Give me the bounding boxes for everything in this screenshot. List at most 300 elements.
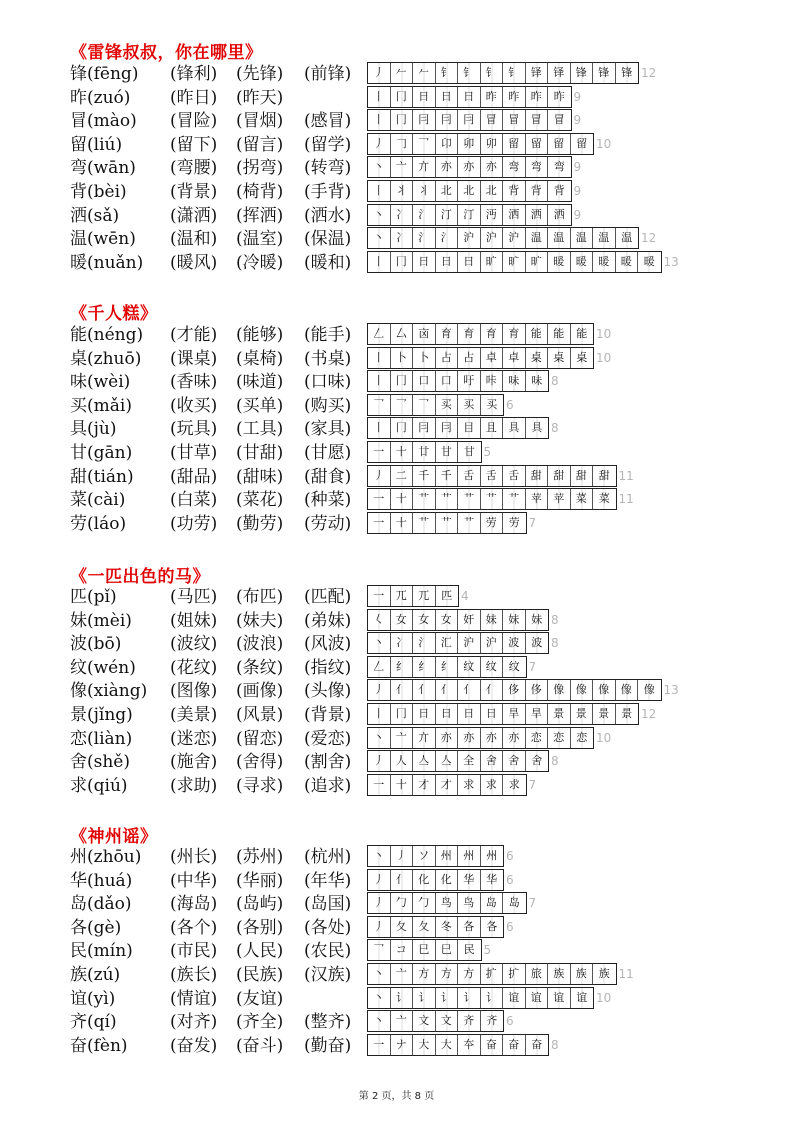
stroke-cell: 亻 <box>481 680 504 700</box>
stroke-cell: 舌 <box>458 466 481 486</box>
word-1: (功劳) <box>170 513 218 534</box>
stroke-cell: 舌 <box>503 466 526 486</box>
stroke-count: 9 <box>573 207 582 222</box>
stroke-cell: 能 <box>548 324 571 344</box>
character-row <box>70 774 770 798</box>
word-1: (奋发) <box>170 1035 218 1056</box>
stroke-cell: 匹 <box>436 586 459 606</box>
stroke-cell: 妹 <box>503 610 526 630</box>
stroke-cell: 暖 <box>638 252 661 272</box>
stroke-cell: 甜 <box>548 466 571 486</box>
stroke-order-grid <box>367 417 549 439</box>
character-pinyin: 求(qiú) <box>70 775 128 796</box>
stroke-cell: 钅 <box>436 63 459 83</box>
stroke-cell: 且 <box>481 418 504 438</box>
stroke-cell: 暖 <box>593 252 616 272</box>
stroke-count: 10 <box>596 327 612 341</box>
stroke-cell: 鸟 <box>458 893 481 913</box>
character-pinyin: 纹(wén) <box>70 657 136 678</box>
stroke-order-grid <box>367 370 549 392</box>
stroke-cell: 恋 <box>571 728 594 748</box>
character-pinyin: 温(wēn) <box>70 229 136 250</box>
character-row <box>70 1034 770 1058</box>
stroke-cell: 乛 <box>413 395 436 415</box>
word-1: (马匹) <box>170 587 218 607</box>
word-1: (冒险) <box>170 111 218 132</box>
character-pinyin: 族(zú) <box>70 965 121 985</box>
stroke-cell: 巳 <box>436 940 459 960</box>
character-pinyin: 州(zhōu) <box>70 847 142 867</box>
word-2: (椅背) <box>236 182 284 202</box>
stroke-cell: 亠 <box>391 157 414 177</box>
stroke-cell: 能 <box>526 324 549 344</box>
character-row <box>70 133 770 157</box>
word-1: (留下) <box>170 134 218 155</box>
word-1: (州长) <box>170 847 218 867</box>
stroke-cell: 艹 <box>436 513 459 533</box>
character-row <box>70 727 770 751</box>
stroke-cell: 劳 <box>481 513 504 533</box>
character-pinyin: 谊(yì) <box>70 988 116 1009</box>
word-2: (温室) <box>236 229 284 250</box>
stroke-cell: 占 <box>458 348 481 368</box>
word-1: (美景) <box>170 705 218 725</box>
word-3: (岛国) <box>304 894 352 915</box>
stroke-order-grid <box>367 963 617 985</box>
character-row <box>70 204 770 228</box>
stroke-cell: 桌 <box>526 348 549 368</box>
character-pinyin: 甘(gān) <box>70 443 133 463</box>
stroke-order-grid <box>367 227 639 249</box>
stroke-cell: 味 <box>503 371 526 391</box>
word-2: (奋斗) <box>236 1035 284 1056</box>
word-3: (匹配) <box>304 587 352 607</box>
stroke-cell: 具 <box>503 418 526 438</box>
character-row <box>70 417 770 441</box>
character-row <box>70 656 770 680</box>
stroke-count: 7 <box>528 659 537 674</box>
stroke-cell: 冃 <box>436 418 459 438</box>
stroke-cell: 艹 <box>503 489 526 509</box>
character-row <box>70 1010 770 1034</box>
stroke-cell: 洒 <box>503 205 526 225</box>
word-3: (前锋) <box>304 64 352 84</box>
stroke-cell: 夲 <box>458 1035 481 1055</box>
stroke-cell: 𠃌 <box>391 134 414 154</box>
stroke-cell: 昨 <box>503 87 526 107</box>
word-2: (画像) <box>236 681 284 702</box>
word-3: (勤奋) <box>304 1035 352 1056</box>
stroke-count: 11 <box>618 967 634 981</box>
stroke-cell: 具 <box>526 418 549 438</box>
word-2: (能够) <box>236 325 284 345</box>
stroke-cell: 一 <box>368 775 391 795</box>
character-row <box>70 251 770 275</box>
word-1: (甜品) <box>170 466 218 487</box>
word-3: (感冒) <box>304 111 352 132</box>
stroke-cell: 丶 <box>368 964 391 984</box>
word-1: (潇洒) <box>170 205 218 226</box>
stroke-cell: 冒 <box>481 110 504 130</box>
stroke-cell: 化 <box>436 870 459 890</box>
word-1: (甘草) <box>170 443 218 463</box>
word-1: (香味) <box>170 372 218 393</box>
stroke-cell: 温 <box>526 228 549 248</box>
stroke-count: 7 <box>528 777 537 792</box>
stroke-cell: 昨 <box>548 87 571 107</box>
word-1: (对齐) <box>170 1012 218 1033</box>
stroke-cell: 勹 <box>413 893 436 913</box>
word-2: (风景) <box>236 705 284 725</box>
stroke-cell: 族 <box>548 964 571 984</box>
stroke-cell: 𠂉 <box>391 63 414 83</box>
stroke-cell: 亻 <box>436 680 459 700</box>
word-1: (各个) <box>170 917 218 938</box>
stroke-cell: 方 <box>436 964 459 984</box>
stroke-cell: 纹 <box>503 657 526 677</box>
stroke-cell: 苹 <box>548 489 571 509</box>
stroke-cell: 州 <box>436 846 459 866</box>
stroke-cell: 冂 <box>391 110 414 130</box>
stroke-order-grid <box>367 632 549 654</box>
stroke-order-grid <box>367 845 504 867</box>
character-pinyin: 各(gè) <box>70 917 122 938</box>
character-pinyin: 味(wèi) <box>70 372 131 393</box>
character-pinyin: 买(mǎi) <box>70 395 132 416</box>
stroke-cell: 菜 <box>571 489 594 509</box>
stroke-cell: 甜 <box>571 466 594 486</box>
stroke-cell: 留 <box>503 134 526 154</box>
stroke-cell: 背 <box>548 181 571 201</box>
stroke-cell: 钅 <box>503 63 526 83</box>
stroke-cell: 舍 <box>503 751 526 771</box>
character-pinyin: 民(mín) <box>70 941 133 962</box>
section-title: 《一匹出色的马》 <box>70 567 210 587</box>
word-2: (味道) <box>236 372 284 393</box>
stroke-cell: 丿 <box>368 680 391 700</box>
stroke-count: 12 <box>641 231 657 246</box>
word-2: (舍得) <box>236 752 284 773</box>
stroke-cell: 千 <box>436 466 459 486</box>
word-2: (条纹) <box>236 657 284 678</box>
stroke-cell: 景 <box>571 704 594 724</box>
character-row <box>70 703 770 727</box>
stroke-order-grid <box>367 987 594 1009</box>
stroke-cell: 扩 <box>481 964 504 984</box>
character-row <box>70 394 770 418</box>
stroke-cell: 能 <box>571 324 594 344</box>
stroke-cell: 劳 <box>503 513 526 533</box>
stroke-count: 7 <box>528 515 537 530</box>
stroke-cell: 巳 <box>413 940 436 960</box>
stroke-count: 6 <box>506 397 514 412</box>
word-1: (背景) <box>170 182 218 202</box>
stroke-cell: 昨 <box>526 87 549 107</box>
character-row <box>70 609 770 633</box>
stroke-cell: 艹 <box>481 489 504 509</box>
stroke-cell: 像 <box>548 680 571 700</box>
word-1: (中华) <box>170 870 218 891</box>
stroke-order-grid <box>367 512 527 534</box>
word-3: (割舍) <box>304 752 352 773</box>
stroke-cell: 乛 <box>413 134 436 154</box>
stroke-cell: 丿 <box>368 751 391 771</box>
stroke-cell: 亣 <box>413 728 436 748</box>
character-pinyin: 劳(láo) <box>70 513 127 534</box>
stroke-cell: 温 <box>548 228 571 248</box>
stroke-order-grid <box>367 156 572 178</box>
stroke-cell: 占 <box>436 348 459 368</box>
stroke-cell: 留 <box>571 134 594 154</box>
stroke-order-grid <box>367 892 527 914</box>
stroke-cell: 岛 <box>503 893 526 913</box>
stroke-cell: 舍 <box>481 751 504 771</box>
stroke-cell: 丨 <box>368 87 391 107</box>
stroke-cell: 侈 <box>526 680 549 700</box>
stroke-count: 9 <box>573 160 582 175</box>
stroke-cell: 亦 <box>436 728 459 748</box>
stroke-cell: 像 <box>638 680 661 700</box>
stroke-cell: 日 <box>481 704 504 724</box>
word-3: (追求) <box>304 775 352 796</box>
word-3: (风波) <box>304 634 352 655</box>
stroke-order-grid <box>367 703 639 725</box>
stroke-cell: 一 <box>368 489 391 509</box>
stroke-cell: 日 <box>458 704 481 724</box>
stroke-cell: 亠 <box>391 1011 414 1031</box>
stroke-cell: 日 <box>436 704 459 724</box>
stroke-cell: 亼 <box>413 751 436 771</box>
stroke-order-grid <box>367 441 482 463</box>
stroke-cell: 化 <box>413 870 436 890</box>
stroke-cell: 丶 <box>368 157 391 177</box>
word-1: (花纹) <box>170 657 218 678</box>
stroke-cell: 一 <box>368 1035 391 1055</box>
word-3: (种菜) <box>304 490 352 511</box>
stroke-order-grid <box>367 465 617 487</box>
character-pinyin: 背(bèi) <box>70 182 127 202</box>
stroke-cell: 卯 <box>481 134 504 154</box>
character-pinyin: 华(huá) <box>70 870 133 891</box>
stroke-cell: 冂 <box>391 371 414 391</box>
stroke-cell: 十 <box>391 442 414 462</box>
stroke-cell: 丿 <box>368 134 391 154</box>
stroke-count: 8 <box>551 421 559 436</box>
stroke-cell: 亦 <box>436 157 459 177</box>
word-2: (岛屿) <box>236 894 284 915</box>
stroke-cell: 北 <box>436 181 459 201</box>
character-pinyin: 昨(zuó) <box>70 87 131 108</box>
stroke-cell: 丿 <box>391 846 414 866</box>
stroke-cell: 洒 <box>548 205 571 225</box>
stroke-cell: 景 <box>548 704 571 724</box>
stroke-cell: 丨 <box>368 348 391 368</box>
stroke-cell: 桌 <box>571 348 594 368</box>
word-1: (才能) <box>170 325 218 345</box>
character-pinyin: 甜(tián) <box>70 466 134 487</box>
word-3: (背景) <box>304 705 352 725</box>
stroke-cell: 汀 <box>458 205 481 225</box>
character-row <box>70 488 770 512</box>
word-1: (波纹) <box>170 634 218 655</box>
stroke-cell: 丶 <box>368 205 391 225</box>
stroke-cell: 丿 <box>368 870 391 890</box>
word-3: (弟妹) <box>304 610 352 631</box>
character-row <box>70 750 770 774</box>
stroke-cell: 族 <box>593 964 616 984</box>
word-1: (收买) <box>170 395 218 416</box>
stroke-cell: 𠂉 <box>413 63 436 83</box>
word-3: (各处) <box>304 917 352 938</box>
character-row <box>70 109 770 133</box>
stroke-cell: 文 <box>413 1011 436 1031</box>
word-2: (友谊) <box>236 988 284 1009</box>
stroke-cell: 谊 <box>526 988 549 1008</box>
character-row <box>70 512 770 536</box>
stroke-cell: 奋 <box>481 1035 504 1055</box>
stroke-order-grid <box>367 204 572 226</box>
stroke-cell: 北 <box>481 181 504 201</box>
stroke-cell: 日 <box>458 252 481 272</box>
stroke-count: 5 <box>483 943 492 958</box>
stroke-cell: 齐 <box>481 1011 504 1031</box>
stroke-cell: 夂 <box>413 917 436 937</box>
stroke-cell: 冒 <box>548 110 571 130</box>
stroke-cell: 民 <box>458 940 481 960</box>
stroke-cell: 钅 <box>481 63 504 83</box>
stroke-cell: 背 <box>503 181 526 201</box>
character-pinyin: 奋(fèn) <box>70 1035 128 1056</box>
word-2: (甜味) <box>236 466 284 487</box>
stroke-cell: 方 <box>458 964 481 984</box>
word-2: (冒烟) <box>236 111 284 132</box>
stroke-cell: 勹 <box>391 893 414 913</box>
stroke-cell: 二 <box>391 466 414 486</box>
stroke-cell: 冫 <box>391 205 414 225</box>
stroke-count: 10 <box>596 990 612 1005</box>
stroke-cell: 暖 <box>548 252 571 272</box>
stroke-cell: 妹 <box>481 610 504 630</box>
stroke-cell: 亻 <box>391 680 414 700</box>
character-pinyin: 锋(fēng) <box>70 64 139 84</box>
character-pinyin: 能(néng) <box>70 325 144 345</box>
character-row <box>70 987 770 1011</box>
stroke-order-grid <box>367 916 504 938</box>
character-pinyin: 冒(mào) <box>70 111 137 132</box>
stroke-cell: 丶 <box>368 1011 391 1031</box>
stroke-order-grid <box>367 939 482 961</box>
stroke-order-grid <box>367 869 504 891</box>
stroke-order-grid <box>367 109 572 131</box>
stroke-cell: 像 <box>571 680 594 700</box>
stroke-cell: 亦 <box>481 157 504 177</box>
stroke-count: 5 <box>483 445 492 459</box>
word-2: (工具) <box>236 419 284 440</box>
stroke-cell: 乛 <box>368 395 391 415</box>
stroke-cell: 齐 <box>458 1011 481 1031</box>
stroke-cell: 冃 <box>458 110 481 130</box>
stroke-count: 13 <box>663 683 679 698</box>
character-pinyin: 匹(pǐ) <box>70 587 117 607</box>
stroke-cell: 锋 <box>616 63 639 83</box>
stroke-cell: 苹 <box>526 489 549 509</box>
stroke-cell: 冃 <box>436 110 459 130</box>
stroke-cell: 卜 <box>391 348 414 368</box>
word-3: (年华) <box>304 870 352 891</box>
word-1: (弯腰) <box>170 158 218 179</box>
stroke-cell: 育 <box>503 324 526 344</box>
stroke-cell: 厶 <box>391 324 414 344</box>
word-2: (挥洒) <box>236 205 284 226</box>
character-pinyin: 齐(qí) <box>70 1012 117 1033</box>
stroke-cell: 丿 <box>368 63 391 83</box>
stroke-cell: 𠃋 <box>368 657 391 677</box>
stroke-cell: 菜 <box>593 489 616 509</box>
stroke-cell: 廿 <box>413 442 436 462</box>
stroke-cell: 才 <box>436 775 459 795</box>
word-1: (姐妹) <box>170 610 218 631</box>
stroke-cell: 纟 <box>436 657 459 677</box>
word-2: (拐弯) <box>236 158 284 179</box>
stroke-cell: 沪 <box>481 633 504 653</box>
stroke-cell: 甜 <box>593 466 616 486</box>
stroke-cell: ソ <box>413 846 436 866</box>
stroke-cell: 各 <box>458 917 481 937</box>
character-row <box>70 939 770 963</box>
stroke-count: 10 <box>596 350 612 365</box>
stroke-cell: 口 <box>413 371 436 391</box>
word-1: (温和) <box>170 229 218 250</box>
stroke-order-grid <box>367 180 572 202</box>
character-row <box>70 892 770 916</box>
stroke-cell: 十 <box>391 775 414 795</box>
word-2: (寻求) <box>236 775 284 796</box>
stroke-count: 11 <box>618 492 634 507</box>
character-row <box>70 180 770 204</box>
stroke-cell: 艹 <box>413 513 436 533</box>
stroke-cell: コ <box>391 940 414 960</box>
stroke-order-grid <box>367 86 572 108</box>
stroke-cell: 夂 <box>391 917 414 937</box>
stroke-cell: ナ <box>391 1035 414 1055</box>
stroke-cell: 温 <box>593 228 616 248</box>
stroke-count: 10 <box>596 730 612 745</box>
word-2: (各别) <box>236 917 284 938</box>
stroke-cell: 讠 <box>436 988 459 1008</box>
stroke-cell: 各 <box>481 917 504 937</box>
stroke-cell: 旱 <box>503 704 526 724</box>
stroke-order-grid <box>367 609 549 631</box>
stroke-cell: 丶 <box>368 988 391 1008</box>
stroke-cell: 奸 <box>458 610 481 630</box>
word-1: (暖风) <box>170 252 218 273</box>
stroke-count: 4 <box>461 589 469 603</box>
stroke-cell: 汇 <box>436 633 459 653</box>
word-3: (暖和) <box>304 252 352 273</box>
stroke-count: 6 <box>506 849 514 863</box>
word-2: (菜花) <box>236 490 284 511</box>
word-1: (海岛) <box>170 894 218 915</box>
word-2: (留言) <box>236 134 284 155</box>
character-pinyin: 留(liú) <box>70 134 123 155</box>
stroke-cell: 文 <box>436 1011 459 1031</box>
word-1: (图像) <box>170 681 218 702</box>
stroke-cell: 奋 <box>503 1035 526 1055</box>
stroke-cell: 讠 <box>391 988 414 1008</box>
word-3: (汉族) <box>304 965 352 985</box>
stroke-count: 10 <box>596 136 612 151</box>
character-pinyin: 岛(dǎo) <box>70 894 132 915</box>
